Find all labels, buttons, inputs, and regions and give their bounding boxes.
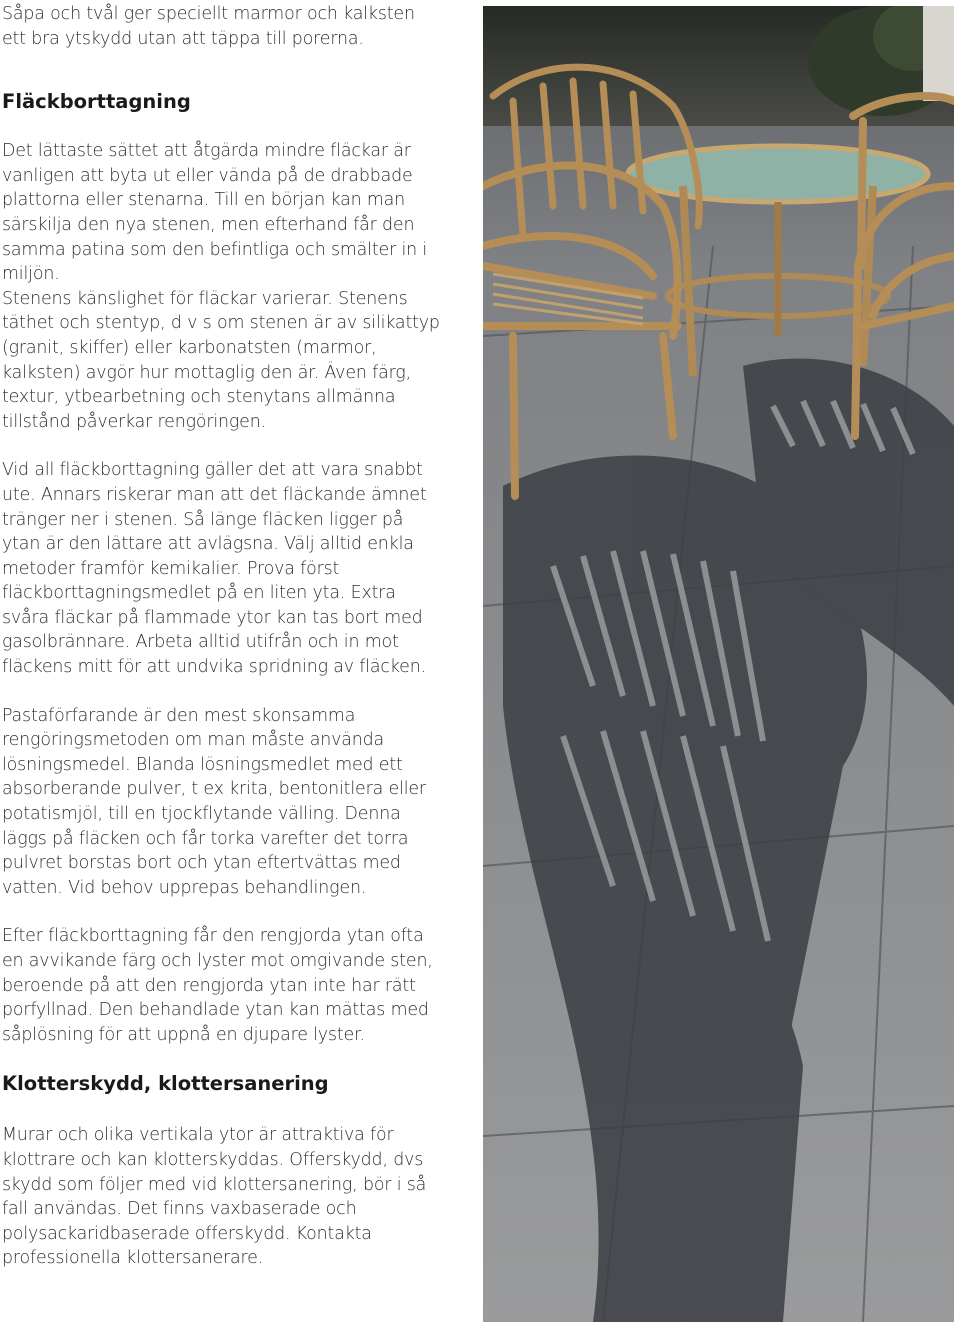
intro-paragraph: Såpa och tvål ger speciellt marmor och kalksten ett bra ytskydd utan att täppa till porerna. (2, 4, 415, 49)
paragraph-stenens-kanslighet: Stenens känslighet för fläckar varierar. Stenens täthet och stentyp, d v s om stenen är av silikattyp (granit, skiffer) eller karbonatsten (marmor, kalksten) avgör hur mottaglig den är. Även färg, textur, ytbearbetning och stenytans allmänna tillstånd påverkar rengöringen. (2, 288, 440, 432)
paragraph-klotterskydd: Murar och olika vertikala ytor är attraktiva för klottrare och kan klotterskyddas. Offerskydd, dvs skydd som följer med vid klottersanering, bör i så fall användas. Det finns vaxbaserade och polysackaridbaserade offerskydd. Kontakta professionella klottersanerare. (2, 1125, 427, 1269)
paragraph-snabbt-ute: Vid all fläckborttagning gäller det att vara snabbt ute. Annars riskerar man att det fläckande ämnet tränger ner i stenen. Så länge fläcken ligger på ytan är den lättare att avlägsna. Välj alltid enkla metoder framför kemikalier. Prova först fläckborttagningsmedlet på en liten yta. Extra svåra fläckar på flammade ytor kan tas bort med gasolbrännare. Arbeta alltid utifrån och in mot fläckens mitt för att undvika spridning av fläcken. (2, 460, 427, 678)
paragraph-pastaforfarande: Pastaförfarande är den mest skonsamma rengöringsmetoden om man måste använda lösningsmedel. Blanda lösningsmedlet med ett absorberande pulver, t ex krita, bentonitlera eller potatismjöl, till en tjockflytande välling. Denna läggs på fläcken och får torka varefter det torra pulvret borstas bort och ytan eftertvättas med vatten. Vid behov upprepas behandlingen. (2, 705, 426, 898)
paragraph-efter-flackborttagning: Efter fläckborttagning får den rengjorda ytan ofta en avvikande färg och lyster mot omgivande sten, beroende på att den rengjorda ytan inte har rätt porfyllnad. Den behandlade ytan kan mättas med såplösning för att uppnå en djupare lyster. (2, 926, 433, 1045)
heading-klotterskydd: Klotterskydd, klottersanering (2, 1072, 329, 1096)
paragraph-byta-plattor: Det lättaste sättet att åtgärda mindre fläckar är vanligen att byta ut eller vända på de drabbade plattorna eller stenarna. Till en början kan man särskilja den nya stenen, men efterhand får den samma patina som den befintliga och smälter in i miljön. (2, 141, 428, 285)
heading-flackborttagning: Fläckborttagning (2, 90, 191, 114)
text-column (2, 2, 442, 1271)
patio-photo (483, 6, 954, 1322)
patio-photo-illustration (483, 6, 954, 1322)
